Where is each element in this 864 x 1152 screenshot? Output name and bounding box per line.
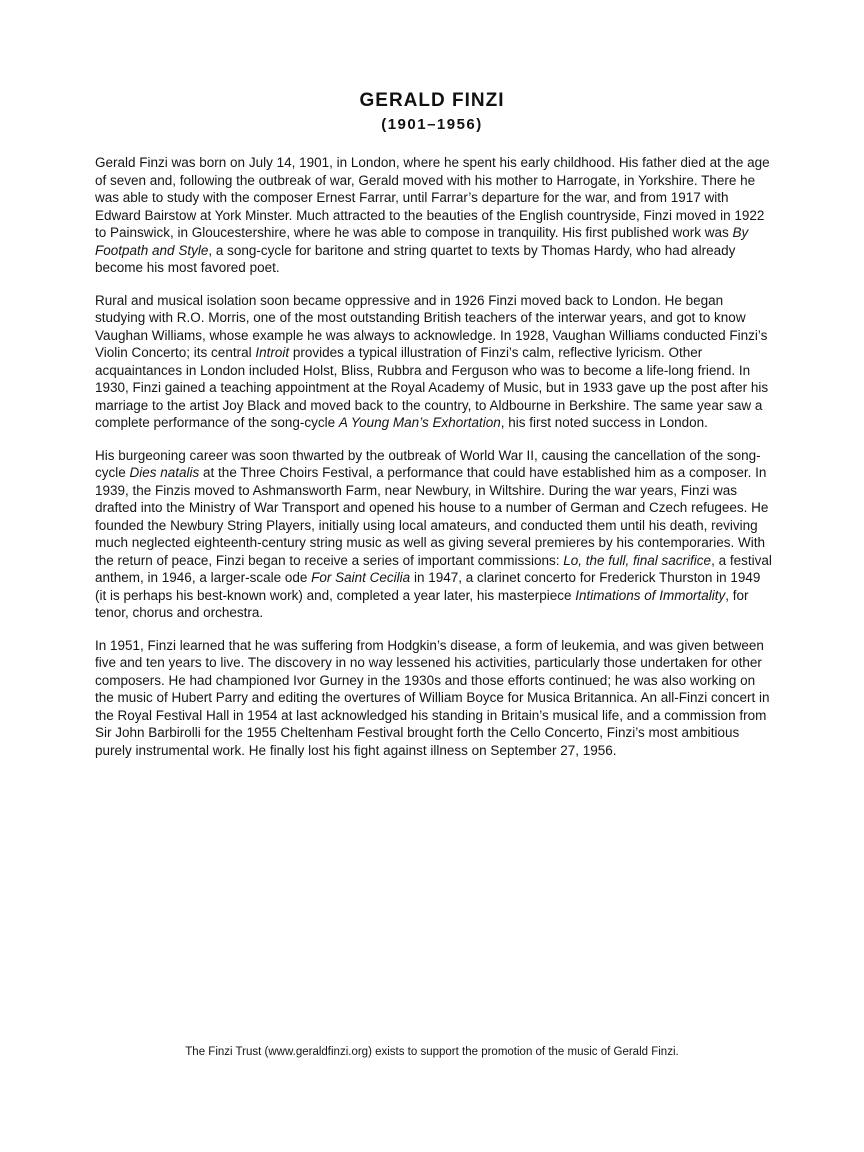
footer-note: The Finzi Trust (www.geraldfinzi.org) exists to support the promotion of the music of Gerald Finzi. [185,1046,679,1058]
biography-paragraph: In 1951, Finzi learned that he was suffering from Hodgkin’s disease, a form of leukemia, and was given between five and ten years to live. The discovery in no way lessened his activities, particularly those undertaken for other composers. He had championed Ivor Gurney in the 1930s and those efforts continued; he was also working on the music of Hubert Parry and editing the overtures of William Boyce for Musica Britannica. An all-Finzi concert in the Royal Festival Hall in 1954 at last acknowledged his standing in Britain’s musical life, and a commission from Sir John Barbirolli for the 1955 Cheltenham Festival brought forth the Cello Concerto, Finzi’s most ambitious purely instrumental work. He finally lost his fight against illness on September 27, 1956. [95,637,770,758]
biography-paragraph: Rural and musical isolation soon became oppressive and in 1926 Finzi moved back to London. He began studying with R.O. Morris, one of the most outstanding British teachers of the interwar years, and got to know Vaughan Williams, whose example he was always to acknowledge. In 1928, Vaughan Williams conducted Finzi’s Violin Concerto; its central Introit provides a typical illustration of Finzi’s calm, reflective lyricism. Other acquaintances in London included Holst, Bliss, Rubbra and Ferguson who was to become a life-long friend. In 1930, Finzi gained a teaching appointment at the Royal Academy of Music, but in 1933 gave up the post after his marriage to the artist Joy Black and moved back to the country, to Aldbourne in Berkshire. The same year saw a complete performance of the song-cycle A Young Man’s Exhortation, his first noted success in London. [95,292,769,430]
page-subtitle: (1901–1956) [381,116,483,133]
biography-paragraph: His burgeoning career was soon thwarted by the outbreak of World War II, causing the cancellation of the song-cycle Dies natalis at the Three Choirs Festival, a performance that could have established him as a composer. In 1939, the Finzis moved to Ashmansworth Farm, near Newbury, in Wiltshire. During the war years, Finzi was drafted into the Ministry of War Transport and opened his house to a number of German and Czech refugees. He founded the Newbury String Players, initially using local amateurs, and conducted them until his death, reviving much neglected eighteenth-century string music as well as giving several premieres by his contemporaries. With the return of peace, Finzi began to receive a series of important commissions: Lo, the full, final sacrifice, a festival anthem, in 1946, a larger-scale ode For Saint Cecilia in 1947, a clarinet concerto for Frederick Thurston in 1949 (it is perhaps his best-known work) and, completed a year later, his masterpiece Intimations of Immortality, for tenor, chorus and orchestra. [95,447,772,620]
page-title: GERALD FINZI [359,90,505,111]
title-block [0,90,864,133]
biography-text [95,154,773,774]
biography-paragraph: Gerald Finzi was born on July 14, 1901, in London, where he spent his early childhood. His father died at the age of seven and, following the outbreak of war, Gerald moved with his mother to Harrogate, in Yorkshire. There he was able to study with the composer Ernest Farrar, until Farrar’s departure for the war, and from 1917 with Edward Bairstow at York Minster. Much attracted to the beauties of the English countryside, Finzi moved in 1922 to Painswick, in Gloucestershire, where he was able to compose in tranquility. His first published work was By Footpath and Style, a song-cycle for baritone and string quartet to texts by Thomas Hardy, who had already become his most favored poet. [95,155,770,275]
